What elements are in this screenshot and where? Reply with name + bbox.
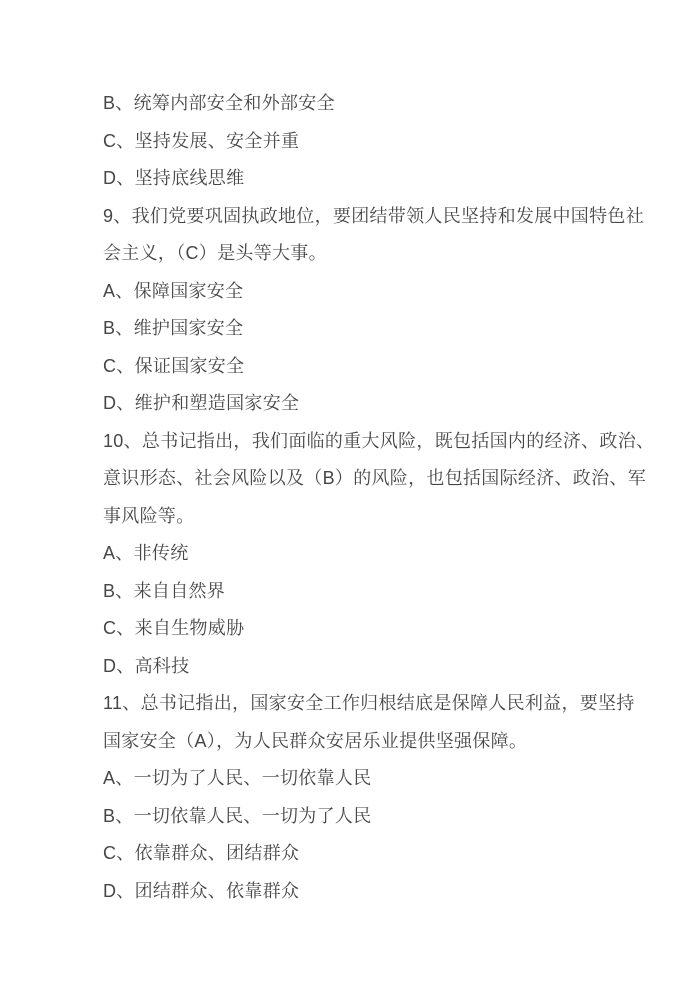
question-line: 事风险等。 (103, 505, 195, 526)
option-line: C、依靠群众、团结群众 (103, 843, 300, 863)
question-line: 10、总书记指出，我们面临的重大风险，既包括国内的经济、政治、 (103, 430, 655, 451)
option-line: B、来自自然界 (103, 580, 226, 601)
option-line: D、维护和塑造国家安全 (103, 393, 300, 413)
option-line: B、维护国家安全 (103, 318, 244, 338)
option-line: B、一切依靠人民、一切为了人民 (103, 805, 372, 826)
option-line: A、一切为了人民、一切依靠人民 (103, 768, 372, 788)
question-line: 9、我们党要巩固执政地位，要团结带领人民坚持和发展中国特色社 (103, 205, 645, 226)
question-line: 国家安全（A），为人民群众安居乐业提供坚强保障。 (103, 730, 528, 751)
option-line: C、保证国家安全 (103, 355, 245, 376)
option-line: C、坚持发展、安全并重 (103, 130, 300, 151)
option-line: C、来自生物威胁 (103, 618, 245, 638)
option-line: D、坚持底线思维 (103, 168, 245, 188)
option-line: B、统筹内部安全和外部安全 (103, 93, 335, 113)
question-line: 11、总书记指出，国家安全工作归根结底是保障人民利益，要坚持 (103, 693, 635, 713)
question-line: 会主义，（C）是头等大事。 (103, 243, 327, 263)
option-line: A、非传统 (103, 543, 189, 563)
question-line: 意识形态、社会风险以及（B）的风险，也包括国际经济、政治、军 (103, 468, 647, 488)
option-line: D、团结群众、依靠群众 (103, 880, 300, 901)
option-line: A、保障国家安全 (103, 280, 244, 301)
option-line: D、高科技 (103, 655, 190, 676)
